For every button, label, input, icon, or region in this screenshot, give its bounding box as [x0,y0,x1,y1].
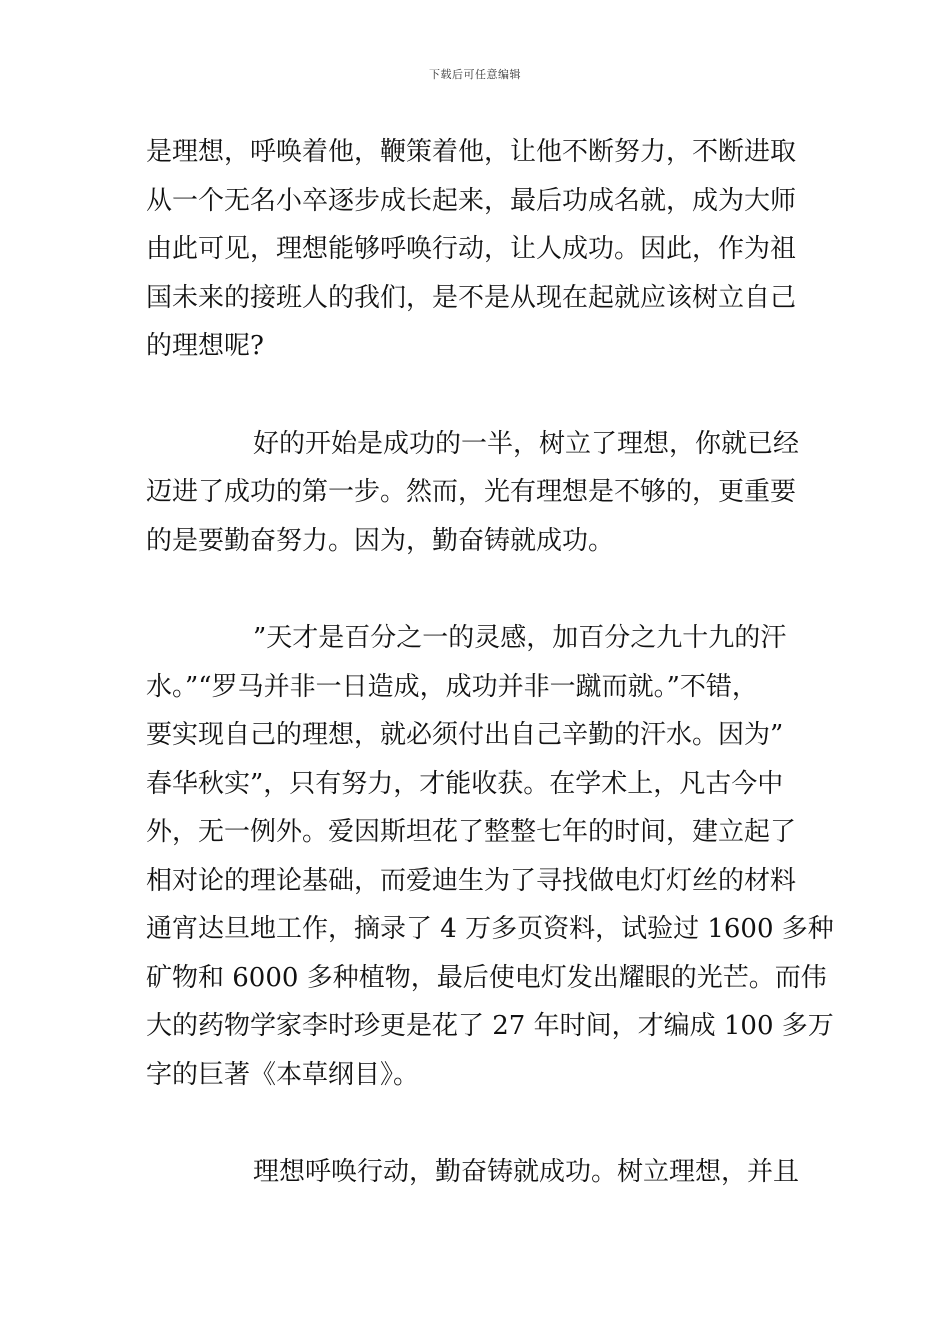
text-line: 理想呼唤行动，勤奋铸就成功。树立理想，并且 [253,1157,800,1187]
text-line: 相对论的理论基础，而爱迪生为了寻找做电灯灯丝的材料 [146,865,797,896]
text-line: ”天才是百分之一的灵感，加百分之九十九的汗 [253,623,787,653]
page-header: 下载后可任意编辑 [429,68,521,81]
text-line: 国未来的接班人的我们，是不是从现在起就应该树立自己 [146,282,797,313]
document-body [146,128,836,1197]
text-line: 矿物和 6000 多种植物，最后使电灯发出耀眼的光芒。而伟 [146,962,827,993]
text-line: 大的药物学家李时珍更是花了 27 年时间，才编成 100 多万 [146,1011,834,1041]
paragraph-gap [146,565,836,614]
text-line: 由此可见，理想能够呼唤行动，让人成功。因此，作为祖 [146,234,797,264]
text-line: 字的巨著《本草纲目》。 [146,1059,420,1090]
text-line: 春华秋实”，只有努力，才能收获。在学术上，凡古今中 [146,768,784,799]
text-line: 迈进了成功的第一步。然而，光有理想是不够的，更重要 [146,477,797,507]
text-line: 的理想呢? [146,331,264,361]
paragraph-gap [146,371,836,420]
paragraph [146,420,836,566]
text-line: 通宵达旦地工作，摘录了 4 万多页资料，试验过 1600 多种 [146,914,834,944]
text-line: 好的开始是成功的一半，树立了理想，你就已经 [253,428,800,459]
paragraph [146,614,836,1099]
text-line: 从一个无名小卒逐步成长起来，最后功成名就，成为大师 [146,185,797,216]
text-line: 要实现自己的理想，就必须付出自己辛勤的汗水。因为” [146,720,784,750]
paragraph [146,1148,836,1197]
paragraph-gap [146,1099,836,1148]
text-line: 是理想，呼唤着他，鞭策着他，让他不断努力，不断进取 [146,137,797,167]
text-line: 水。”“罗马并非一日造成，成功并非一蹴而就。”不错， [146,671,758,702]
text-line: 的是要勤奋努力。因为，勤奋铸就成功。 [146,525,615,556]
text-line: 外，无一例外。爱因斯坦花了整整七年的时间，建立起了 [146,817,797,847]
paragraph [146,128,836,371]
